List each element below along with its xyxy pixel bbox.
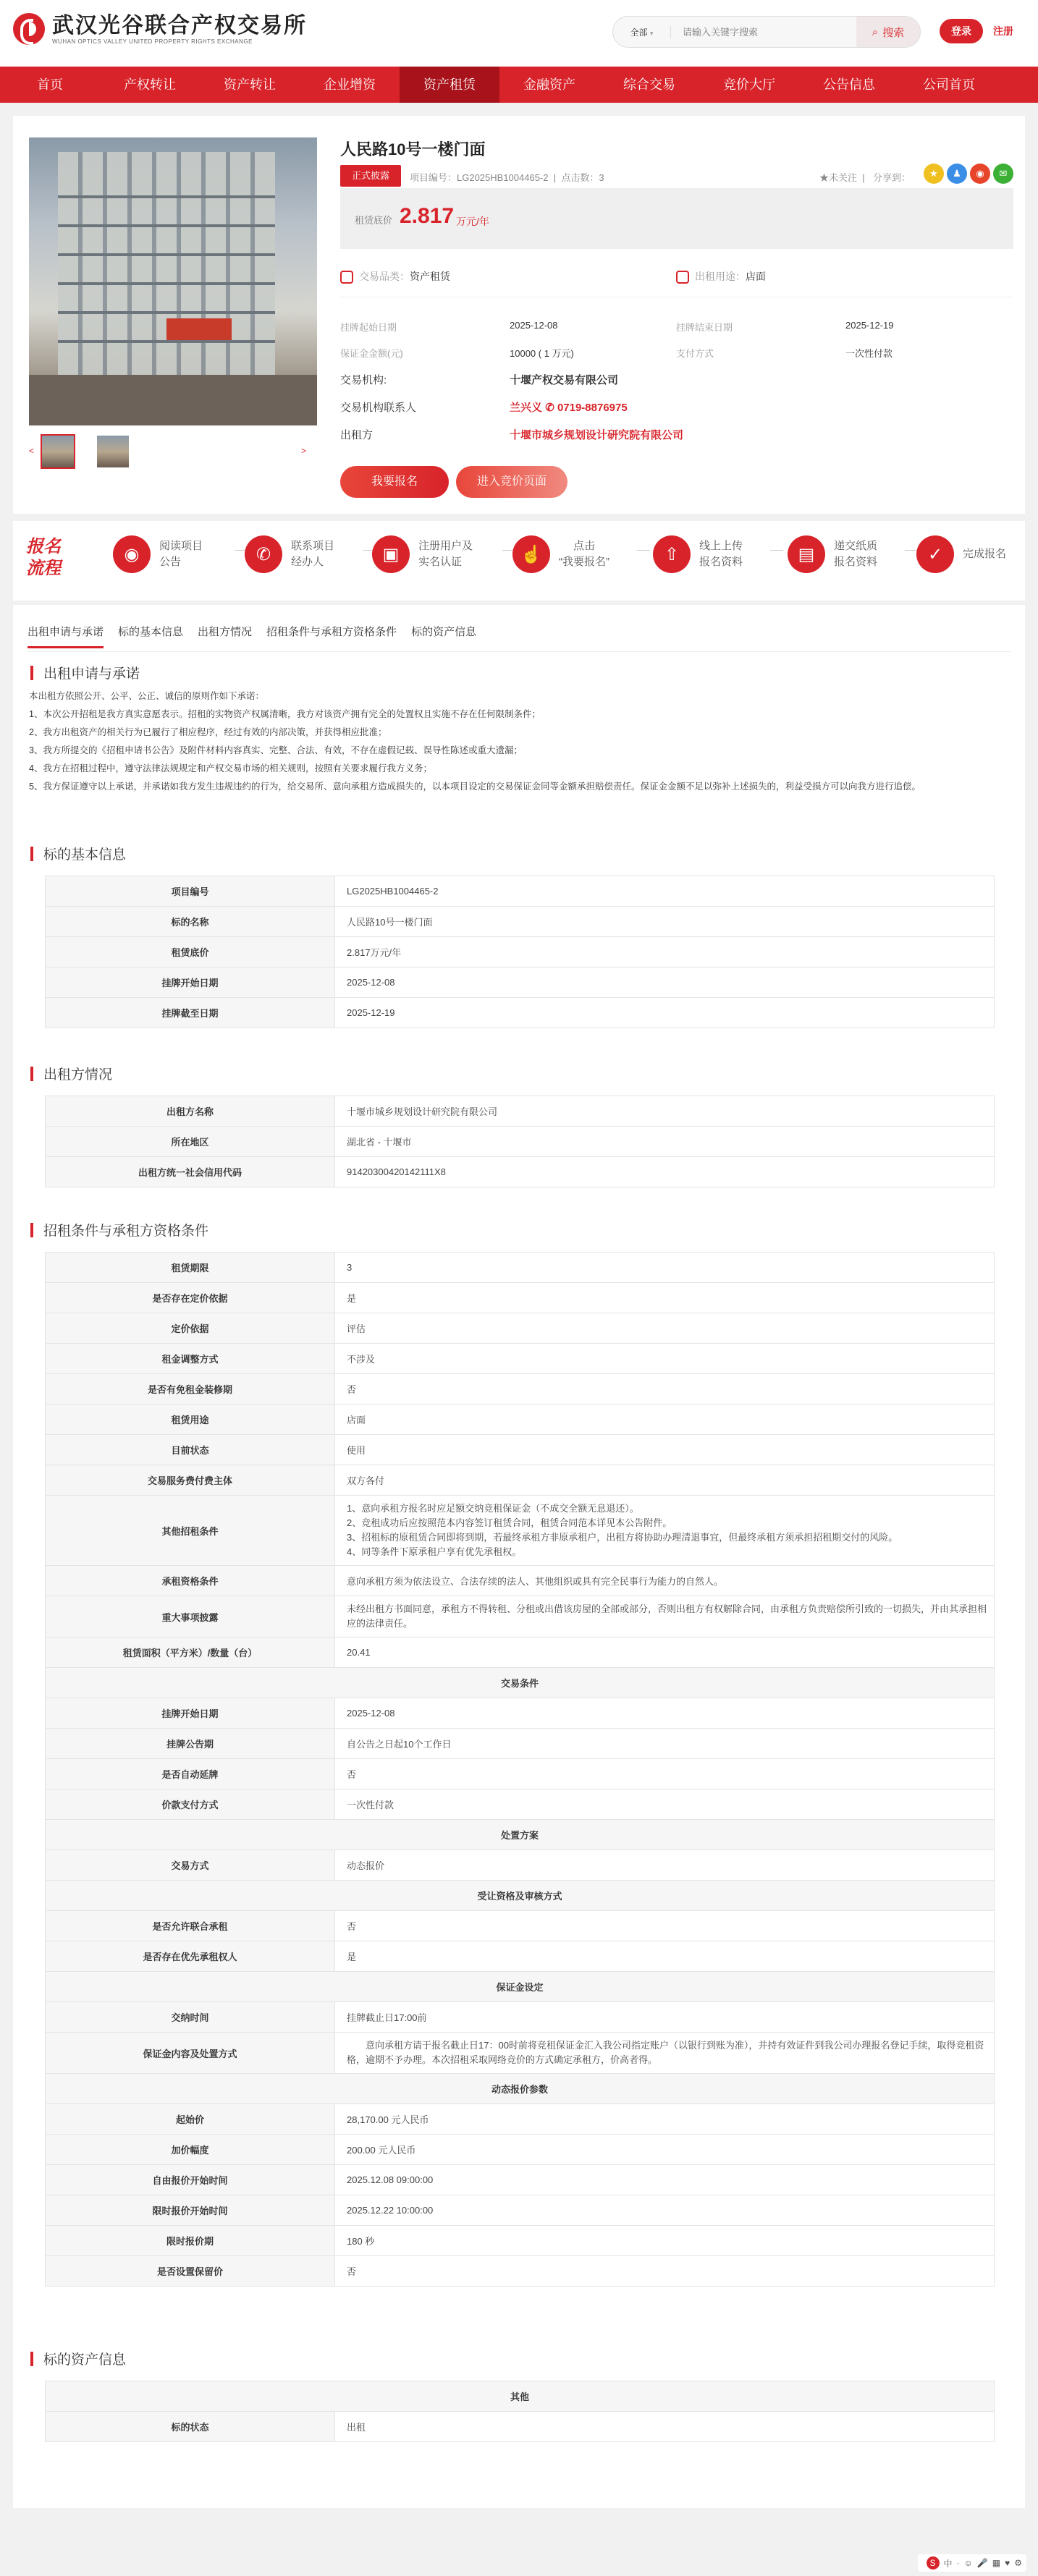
section-title: 标的资产信息 [30, 2349, 126, 2368]
table-value: 一次性付款 [335, 1789, 995, 1820]
contact-value [510, 399, 628, 415]
table-key: 加价幅度 [46, 2135, 335, 2165]
table-value: 91420300420142111X8 [335, 1157, 995, 1187]
weibo-share-icon[interactable]: ◉ [970, 164, 990, 184]
usage-field [676, 269, 766, 284]
table-row [46, 2226, 995, 2256]
table-key: 目前状态 [46, 1435, 335, 1465]
table-row [46, 876, 995, 907]
lessor-label: 出租方 [340, 429, 374, 441]
table-row [46, 998, 995, 1028]
table-row [46, 1313, 995, 1344]
table-key: 租赁底价 [46, 937, 335, 967]
table-row [46, 1911, 995, 1941]
flow-connector [637, 550, 650, 557]
table-value: 2025-12-19 [335, 998, 995, 1028]
thumbnail[interactable] [41, 434, 75, 469]
share-label: 分享到： [873, 172, 911, 183]
table-value: 动态报价 [335, 1850, 995, 1881]
table-row [46, 1283, 995, 1313]
table-value: 20.41 [335, 1637, 995, 1668]
price-label: 租赁底价 [355, 215, 393, 226]
product-photo[interactable] [29, 137, 317, 425]
table-row [46, 2195, 995, 2226]
end-date-label: 挂牌结束日期 [676, 322, 733, 333]
login-button[interactable]: 登录 [940, 19, 983, 43]
ime-toolbar [918, 2554, 1026, 2572]
group-header: 受让资格及审核方式 [46, 1881, 995, 1911]
table-key: 自由报价开始时间 [46, 2165, 335, 2195]
section-title: 出租方情况 [30, 1064, 112, 1083]
step-label: 点击 [573, 540, 595, 552]
table-row [46, 1127, 995, 1157]
building-icon [676, 271, 689, 284]
disclosure-badge: 正式披露 [340, 165, 401, 187]
table-value: 200.00 元人民币 [335, 2135, 995, 2165]
group-header: 交易条件 [46, 1668, 995, 1698]
table-value: 2.817万元/年 [335, 937, 995, 967]
group-header: 其他 [46, 2381, 995, 2412]
basic-info-table [45, 876, 995, 1028]
table-value: 否 [335, 1911, 995, 1941]
step-label: 递交纸质 [834, 540, 878, 552]
table-row [46, 2002, 995, 2033]
category-value: 资产租赁 [410, 271, 450, 282]
end-date-value: 2025-12-19 [845, 320, 894, 331]
table-key: 项目编号 [46, 876, 335, 907]
logo-mark-icon [13, 13, 45, 45]
step-label: 线上上传 [699, 540, 743, 552]
keyboard-icon[interactable]: ▦ [992, 2558, 1001, 2568]
photo-street [29, 375, 317, 425]
table-value: 28,170.00 元人民币 [335, 2104, 995, 2135]
notice-line: 1、本次公开招租是我方真实意愿表示。招租的实物资产权属清晰，我方对该资产拥有完全的处置权且实施不存在任何限制条件； [29, 709, 541, 719]
click-count: 点击数：3 [561, 172, 604, 183]
photo-building-floors [58, 181, 275, 369]
table-key: 是否有免租金装修期 [46, 1374, 335, 1404]
tab-conditions[interactable]: 招租条件与承租方资格条件 [266, 626, 397, 638]
table-value: 湖北省 - 十堰市 [335, 1127, 995, 1157]
table-key: 定价依据 [46, 1313, 335, 1344]
condition-line: 1、意向承租方报名时应足额交纳竞租保证金（不成交全额无息退还）。 [347, 1503, 639, 1514]
notice-line: 本出租方依照公开、公平、公正、诚信的原则作如下承诺： [29, 691, 265, 701]
table-row [46, 2256, 995, 2287]
logo-subtitle: WUHAN OPTICS VALLEY UNITED PROPERTY RIGHTS EXCHANGE [52, 38, 253, 45]
deposit-label: 保证金金额(元) [340, 348, 403, 359]
table-row [46, 1850, 995, 1881]
search-icon: ⌕ [872, 25, 879, 38]
table-row [46, 2033, 995, 2074]
table-row [46, 1789, 995, 1820]
table-row [46, 1465, 995, 1496]
wechat-share-icon[interactable]: ✉ [993, 164, 1013, 184]
search-button-label: 搜索 [882, 26, 905, 39]
table-row [46, 1157, 995, 1187]
table-group-header [46, 1972, 995, 2002]
id-card-icon: ▣ [372, 535, 410, 573]
table-key: 挂牌截至日期 [46, 998, 335, 1028]
table-group-header [46, 1668, 995, 1698]
nav-item-asset-transfer[interactable]: 资产转让 [224, 77, 276, 92]
flow-step [372, 535, 473, 573]
contact-label: 交易机构联系人 [340, 402, 417, 414]
table-value: 意向承租方须为依法设立、合法存续的法人、其他组织或具有完全民事行为能力的自然人。 [335, 1566, 995, 1596]
skin-icon[interactable]: ♥ [1005, 2558, 1010, 2568]
step-label: “我要报名” [559, 556, 609, 568]
usage-label: 出租用途： [695, 271, 746, 282]
agency-value: 十堰产权交易有限公司 [510, 374, 619, 386]
table-row [46, 1566, 995, 1596]
table-group-header [46, 1820, 995, 1850]
category-icon [340, 271, 353, 284]
table-value: 出租 [335, 2412, 995, 2442]
step-label: 经办人 [291, 556, 324, 568]
enter-bidding-button[interactable]: 进入竞价页面 [456, 466, 567, 498]
qq-share-icon[interactable]: ♟ [947, 164, 967, 184]
flow-step [788, 535, 877, 573]
follow-toggle[interactable]: ★未关注 | [819, 172, 865, 183]
notice-line: 5、我方保证遵守以上承诺，并承诺如我方发生违规违约的行为，给交易所、意向承租方造成损失的，以本项目设定的交易保证金同等金额承担赔偿责任。保证金金额不足以弥补上述损失的，利益受损方可以向我方进行追偿。 [29, 781, 921, 792]
nav-item-company-home[interactable]: 公司首页 [923, 77, 975, 92]
table-group-header [46, 2074, 995, 2104]
nav-item-capital-increase[interactable]: 企业增资 [324, 77, 376, 92]
table-value: 180 秒 [335, 2226, 995, 2256]
table-row [46, 937, 995, 967]
condition-line: 3、招租标的原租赁合同即将到期，若最终承租方非原承租户，出租方将协助办理清退事宜，但最终承租方须承担招租期交付的风险。 [347, 1532, 898, 1543]
step-label: 公告 [159, 556, 182, 568]
table-key: 交纳时间 [46, 2002, 335, 2033]
table-row [46, 1344, 995, 1374]
thumbnail-strip [41, 434, 151, 469]
table-key: 限时报价开始时间 [46, 2195, 335, 2226]
table-value: 2025.12.22 10:00:00 [335, 2195, 995, 2226]
table-value: 是 [335, 1283, 995, 1313]
nav-item-comprehensive[interactable]: 综合交易 [623, 77, 675, 92]
search-button[interactable] [856, 17, 920, 47]
table-row [46, 1759, 995, 1789]
start-date-value: 2025-12-08 [510, 320, 558, 331]
table-key: 承租资格条件 [46, 1566, 335, 1596]
table-row [46, 1435, 995, 1465]
conditions-table [45, 1252, 995, 2287]
tab-asset-info[interactable]: 标的资产信息 [411, 626, 477, 638]
table-row [46, 1941, 995, 1972]
table-value: 十堰市城乡规划设计研究院有限公司 [335, 1096, 995, 1127]
payment-value: 一次性付款 [845, 348, 893, 359]
sogou-icon[interactable]: S [927, 2556, 940, 2569]
step-label: 阅读项目 [159, 540, 203, 552]
photo-shop-sign [166, 318, 232, 340]
search-category-label: 全部 [630, 27, 648, 38]
logo-title: 武汉光谷联合产权交易所 [52, 12, 307, 38]
share-icons [921, 164, 1013, 184]
table-value: LG2025HB1004465-2 [335, 876, 995, 907]
chevron-down-icon: ▾ [649, 29, 654, 37]
flow-step [916, 535, 1006, 573]
group-header: 动态报价参数 [46, 2074, 995, 2104]
table-key: 标的状态 [46, 2412, 335, 2442]
product-title: 人民路10号一楼门面 [340, 140, 486, 158]
payment-label: 支付方式 [676, 348, 714, 359]
table-row [46, 2104, 995, 2135]
upload-icon: ⇧ [653, 535, 691, 573]
table-row [46, 1496, 995, 1566]
table-key: 出租方统一社会信用代码 [46, 1157, 335, 1187]
table-row [46, 1637, 995, 1668]
table-row [46, 1404, 995, 1435]
table-key: 交易服务费付费主体 [46, 1465, 335, 1496]
tab-basic-info[interactable]: 标的基本信息 [118, 626, 184, 638]
commitment-notice [29, 687, 1013, 796]
table-key: 租赁期限 [46, 1253, 335, 1283]
detail-card [13, 605, 1025, 2508]
table-key: 限时报价期 [46, 2226, 335, 2256]
thumb-prev-arrow[interactable]: < [29, 446, 35, 456]
site-logo[interactable] [13, 13, 307, 45]
table-key: 价款支付方式 [46, 1789, 335, 1820]
group-header: 处置方案 [46, 1820, 995, 1850]
table-row [46, 907, 995, 937]
table-row [46, 967, 995, 998]
table-row [46, 1253, 995, 1283]
table-key: 租金调整方式 [46, 1344, 335, 1374]
table-key: 保证金内容及处置方式 [46, 2033, 335, 2074]
flow-connector [770, 550, 783, 557]
table-value: 否 [335, 1374, 995, 1404]
table-value: 未经出租方书面同意，承租方不得转租、分租或出借该房屋的全部或部分，否则出租方有权解除合同，由承租方负责赔偿所引致的一切损失，并由其承担相应的法律责任。 [335, 1596, 995, 1637]
flow-title-line2: 流程 [26, 557, 61, 578]
condition-line: 4、同等条件下原承租户享有优先承租权。 [347, 1546, 522, 1557]
table-key: 是否存在优先承租权人 [46, 1941, 335, 1972]
table-key: 租赁面积（平方米）/数量（台） [46, 1637, 335, 1668]
table-value: 挂牌截止日17:00前 [335, 2002, 995, 2033]
flow-title-line1: 报名 [26, 535, 61, 556]
table-value: 自公告之日起10个工作日 [335, 1729, 995, 1759]
table-value: 否 [335, 2256, 995, 2287]
signup-flow [13, 521, 1025, 601]
category-field [340, 269, 450, 284]
deposit-value: 10000 ( 1 万元) [510, 348, 574, 359]
table-value: 2025-12-08 [335, 1698, 995, 1729]
table-row [46, 1729, 995, 1759]
asset-table [45, 2381, 995, 2442]
step-label: 报名资料 [834, 556, 878, 568]
table-row [46, 1374, 995, 1404]
nav-item-equity-transfer[interactable]: 产权转让 [124, 77, 176, 92]
table-key: 是否存在定价依据 [46, 1283, 335, 1313]
condition-line: 2、竞租成功后应按照范本内容签订租赁合同，租赁合同范本详见本公告附件。 [347, 1517, 672, 1528]
check-icon: ✓ [916, 535, 954, 573]
table-key: 租赁用途 [46, 1404, 335, 1435]
star-icon: ★ [819, 172, 830, 183]
tab-lessor[interactable]: 出租方情况 [198, 626, 253, 638]
lessor-table [45, 1096, 995, 1187]
table-value: 是 [335, 1941, 995, 1972]
thumbnail[interactable] [96, 434, 130, 469]
flow-title [26, 535, 61, 579]
usage-value: 店面 [746, 271, 766, 282]
table-value: 2025.12.08 09:00:00 [335, 2165, 995, 2195]
table-value: 双方各付 [335, 1465, 995, 1496]
tab-apply[interactable]: 出租申请与承诺 [28, 624, 104, 648]
emoji-icon[interactable]: ☺ [963, 2558, 973, 2568]
hand-icon: ☝ [512, 535, 550, 573]
search-input[interactable] [671, 17, 856, 47]
flow-step [245, 535, 334, 573]
punctuation-icon[interactable]: · [956, 2558, 960, 2568]
contact-phone[interactable]: 0719-8876975 [557, 402, 628, 414]
table-key: 挂牌开始日期 [46, 1698, 335, 1729]
document-icon: ▤ [788, 535, 825, 573]
nav-item-financial-assets[interactable]: 金融资产 [523, 77, 575, 92]
table-value: 使用 [335, 1435, 995, 1465]
table-value: 人民路10号一楼门面 [335, 907, 995, 937]
table-key: 交易方式 [46, 1850, 335, 1881]
contact-name: 兰兴义 [510, 402, 543, 414]
table-value [335, 1496, 995, 1566]
price-unit: 万元/年 [456, 216, 489, 227]
signup-button[interactable]: 我要报名 [340, 466, 449, 498]
site-header [0, 0, 1038, 67]
table-value: 店面 [335, 1404, 995, 1435]
nav-item-home[interactable]: 首页 [37, 77, 63, 92]
table-value: 否 [335, 1759, 995, 1789]
product-card [13, 116, 1025, 514]
step-label: 报名资料 [699, 556, 743, 568]
table-key: 出租方名称 [46, 1096, 335, 1127]
detail-tabs [28, 624, 491, 648]
table-row [46, 2165, 995, 2195]
step-label: 实名认证 [418, 556, 463, 568]
section-title: 招租条件与承租方资格条件 [30, 1220, 208, 1240]
table-group-header [46, 2381, 995, 2412]
step-label: 联系项目 [291, 540, 335, 552]
table-value: 意向承租方请于报名截止日17：00时前将竞租保证金汇入我公司指定账户（以银行到账为准），并持有效证件到我公司办理报名登记手续，取得竞租资格，逾期不予办理。本次招租采取网络竞价的方式确定承租方，价高者得。 [335, 2033, 995, 2074]
table-row [46, 1096, 995, 1127]
table-key: 是否自动延牌 [46, 1759, 335, 1789]
table-key: 其他招租条件 [46, 1496, 335, 1566]
table-row [46, 1596, 995, 1637]
table-key: 挂牌开始日期 [46, 967, 335, 998]
table-row [46, 2412, 995, 2442]
table-key: 所在地区 [46, 1127, 335, 1157]
microphone-icon[interactable]: 🎤 [976, 2558, 988, 2568]
nav-item-bidding-hall[interactable]: 竞价大厅 [723, 77, 775, 92]
table-row [46, 1698, 995, 1729]
eye-icon: ◉ [113, 535, 151, 573]
table-key: 是否设置保留价 [46, 2256, 335, 2287]
section-title: 出租申请与承诺 [30, 663, 140, 682]
table-row [46, 2135, 995, 2165]
table-key: 重大事项披露 [46, 1596, 335, 1637]
notice-line: 4、我方在招租过程中，遵守法律法规规定和产权交易市场的相关规则，按照有关要求履行我方义务； [29, 763, 432, 774]
group-header: 保证金设定 [46, 1972, 995, 2002]
follow-label: 未关注 [829, 172, 858, 183]
tabs-divider [28, 651, 1010, 652]
price-box [340, 188, 1013, 249]
agency-label: 交易机构: [340, 374, 387, 386]
lessor-value: 十堰市城乡规划设计研究院有限公司 [510, 429, 684, 441]
table-value: 不涉及 [335, 1344, 995, 1374]
section-title: 标的基本信息 [30, 844, 126, 863]
table-key: 挂牌公告期 [46, 1729, 335, 1759]
start-date-label: 挂牌起始日期 [340, 322, 397, 333]
flow-step [512, 535, 609, 573]
language-toggle[interactable]: 中 [943, 2558, 953, 2569]
table-value: 2025-12-08 [335, 967, 995, 998]
qzone-share-icon[interactable]: ★ [924, 164, 944, 184]
table-group-header [46, 1881, 995, 1911]
nav-item-announcements[interactable]: 公告信息 [823, 77, 875, 92]
table-value: 3 [335, 1253, 995, 1283]
flow-step [653, 535, 743, 573]
notice-line: 2、我方出租资产的相关行为已履行了相应程序，经过有效的内部决策，并获得相应批准； [29, 727, 387, 737]
settings-icon[interactable]: ⚙ [1014, 2558, 1022, 2568]
phone-icon: ✆ [545, 402, 554, 414]
register-link[interactable]: 注册 [993, 25, 1013, 37]
nav-item-asset-lease[interactable]: 资产租赁 [400, 67, 499, 103]
project-number: 项目编号：LG2025HB1004465-2 [410, 172, 549, 183]
search-category-select[interactable] [613, 26, 671, 38]
flow-step [113, 535, 203, 573]
table-key: 标的名称 [46, 907, 335, 937]
project-meta: 项目编号：LG2025HB1004465-2 | 点击数：3 [410, 172, 604, 183]
thumb-next-arrow[interactable]: > [301, 446, 307, 456]
price-value: 2.817 [400, 204, 455, 228]
search-bar [612, 16, 921, 48]
notice-line: 3、我方所提交的《招租申请书公告》及附件材料内容真实、完整、合法、有效，不存在虚假记载、误导性陈述或重大遗漏； [29, 745, 523, 755]
category-label: 交易品类： [359, 271, 410, 282]
main-nav [0, 67, 1038, 103]
table-value: 评估 [335, 1313, 995, 1344]
table-key: 是否允许联合承租 [46, 1911, 335, 1941]
phone-icon: ✆ [245, 535, 282, 573]
step-label: 完成报名 [963, 548, 1007, 560]
step-label: 注册用户及 [418, 540, 473, 552]
table-key: 起始价 [46, 2104, 335, 2135]
